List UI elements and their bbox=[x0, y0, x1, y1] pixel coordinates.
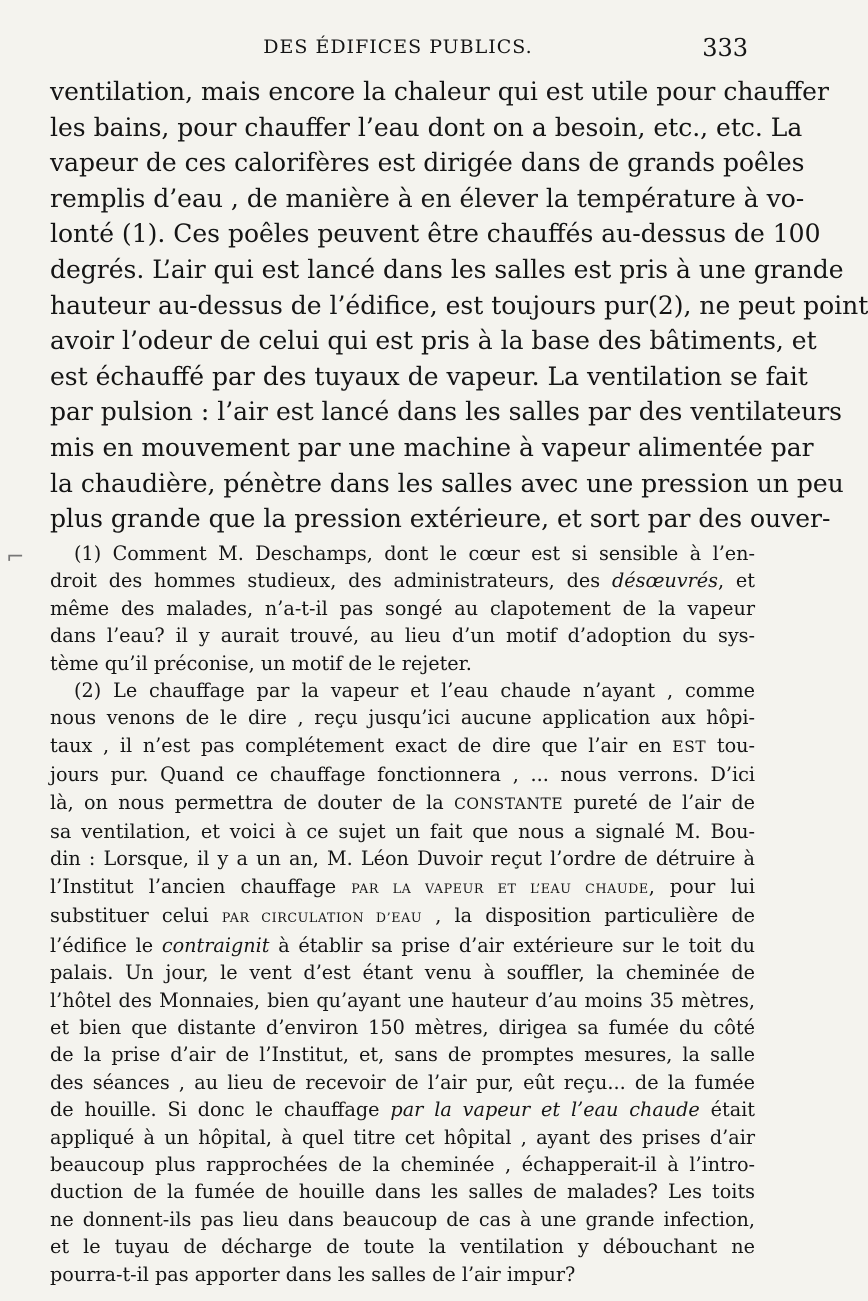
footnote-line bbox=[50, 873, 755, 902]
footnote-italic-text: désœuvrés bbox=[611, 569, 718, 593]
body-line: remplis d’eau , de manière à en élever la température à vo- bbox=[50, 183, 805, 213]
footnote-text: taux , il n’est pas complétement exact de dire que l’air en bbox=[50, 733, 673, 757]
footnote-line: din : Lorsque, il y a un an, M. Léon Duvoir reçut l’ordre de détruire à bbox=[50, 847, 755, 871]
footnote-line: et bien que distante d’environ 150 mètres, dirigea sa fumée du côté bbox=[50, 1015, 755, 1039]
footnote-line: jours pur. Quand ce chauffage fonctionnera , ... nous verrons. D’ici bbox=[50, 763, 755, 787]
footnotes bbox=[50, 540, 755, 1288]
footnote-text: droit des hommes studieux, des administrateurs, des bbox=[50, 569, 612, 593]
body-line: plus grande que la pression extérieure, et sort par des ouver- bbox=[50, 504, 831, 534]
body-line: avoir l’odeur de celui qui est pris à la base des bâtiments, et bbox=[50, 326, 817, 356]
footnote-text: de houille. Si donc le chauffage bbox=[50, 1098, 391, 1122]
footnote-line: ne donnent-ils pas lieu dans beaucoup de cas à une grande infection, bbox=[50, 1207, 755, 1231]
margin-tick-mark: ⌐ bbox=[6, 545, 25, 570]
footnote-line: sa ventilation, et voici à ce sujet un fait que nous a signalé M. Bou- bbox=[50, 820, 755, 844]
body-line: vapeur de ces calorifères est dirigée dans de grands poêles bbox=[50, 148, 805, 178]
footnote-text: , la disposition particulière de bbox=[422, 904, 755, 928]
footnote-smallcaps-text: PAR LA VAPEUR ET L’EAU CHAUDE bbox=[351, 880, 649, 896]
footnote-line bbox=[50, 932, 755, 959]
footnote-line: même des malades, n’a-t-il pas songé au clapotement de la vapeur bbox=[50, 596, 755, 620]
footnote-line bbox=[50, 1096, 755, 1123]
footnote-line: duction de la fumée de houille dans les salles de malades? Les toits bbox=[50, 1180, 755, 1204]
footnote-italic-text: contraignit bbox=[161, 933, 270, 957]
footnote-text: à établir sa prise d’air extérieure sur le toit du bbox=[269, 933, 755, 957]
footnote-line bbox=[50, 732, 755, 761]
footnote-text: pureté de l’air de bbox=[563, 790, 756, 814]
body-line: est échauffé par des tuyaux de vapeur. La ventilation se fait bbox=[50, 361, 808, 391]
body-line: ventilation, mais encore la chaleur qui est utile pour chauffer bbox=[50, 77, 829, 106]
body-line: degrés. L’air qui est lancé dans les salles est pris à une grande bbox=[50, 254, 844, 284]
footnote-line: (1) Comment M. Deschamps, dont le cœur est si sensible à l’en- bbox=[74, 542, 755, 565]
footnote-line: (2) Le chauffage par la vapeur et l’eau chaude n’ayant , comme bbox=[74, 679, 755, 703]
footnote-line: des séances , au lieu de recevoir de l’air pur, eût reçu... de la fumée bbox=[50, 1070, 755, 1094]
footnote-2 bbox=[50, 677, 755, 1288]
footnote-italic-text: par la vapeur et l’eau chaude bbox=[390, 1098, 700, 1122]
footnote-line: palais. Un jour, le vent d’est étant venu à souffler, la cheminée de bbox=[50, 961, 755, 985]
body-line: hauteur au-dessus de l’édifice, est toujours pur(2), ne peut point bbox=[50, 290, 868, 320]
footnote-line bbox=[50, 567, 755, 594]
footnote-line: tème qu’il préconise, un motif de le rejeter. bbox=[50, 651, 472, 675]
main-paragraph bbox=[50, 74, 868, 537]
page-number: 333 bbox=[702, 34, 748, 62]
running-title: DES ÉDIFICES PUBLICS. bbox=[263, 36, 533, 58]
body-line: par pulsion : l’air est lancé dans les salles par des ventilateurs bbox=[50, 397, 843, 427]
footnote-smallcaps-text: EST bbox=[672, 737, 707, 756]
footnote-text: tou- bbox=[706, 733, 755, 757]
body-line: lonté (1). Ces poêles peuvent être chauffés au-dessus de 100 bbox=[50, 219, 821, 249]
footnote-smallcaps-text: PAR CIRCULATION D’EAU bbox=[221, 910, 423, 926]
footnote-line: l’hôtel des Monnaies, bien qu’ayant une hauteur d’au moins 35 mètres, bbox=[50, 988, 755, 1012]
footnote-text: l’édifice le bbox=[50, 933, 162, 957]
footnote-line: nous venons de le dire , reçu jusqu’ici aucune application aux hôpi- bbox=[50, 706, 755, 730]
footnote-text: , et bbox=[717, 569, 755, 593]
footnote-line: beaucoup plus rapprochées de la cheminée , échapperait-il à l’intro- bbox=[50, 1152, 755, 1176]
body-line: mis en mouvement par une machine à vapeur alimentée par bbox=[50, 432, 814, 462]
footnote-text: l’Institut l’ancien chauffage bbox=[50, 874, 352, 898]
footnote-text: substituer celui bbox=[50, 904, 222, 928]
footnote-line: appliqué à un hôpital, à quel titre cet hôpital , ayant des prises d’air bbox=[50, 1125, 755, 1149]
footnote-text: , pour lui bbox=[648, 874, 756, 898]
running-head bbox=[48, 34, 748, 64]
footnote-line: dans l’eau? il y aurait trouvé, au lieu d’un motif d’adoption du sys- bbox=[50, 624, 755, 648]
body-line: la chaudière, pénètre dans les salles avec une pression un peu bbox=[50, 468, 844, 498]
footnote-smallcaps-text: CONSTANTE bbox=[454, 794, 564, 813]
footnote-line: pourra-t-il pas apporter dans les salles de l’air impur? bbox=[50, 1262, 576, 1286]
footnote-1 bbox=[50, 540, 755, 677]
footnote-text: là, on nous permettra de douter de la bbox=[50, 790, 455, 814]
footnote-line: et le tuyau de décharge de toute la ventilation y débouchant ne bbox=[50, 1235, 755, 1259]
footnote-text: était bbox=[699, 1098, 756, 1122]
footnote-line bbox=[50, 902, 755, 931]
body-line: les bains, pour chauffer l’eau dont on a besoin, etc., etc. La bbox=[50, 112, 803, 142]
footnote-line: de la prise d’air de l’Institut, et, sans de promptes mesures, la salle bbox=[50, 1043, 755, 1067]
footnote-line bbox=[50, 789, 755, 818]
